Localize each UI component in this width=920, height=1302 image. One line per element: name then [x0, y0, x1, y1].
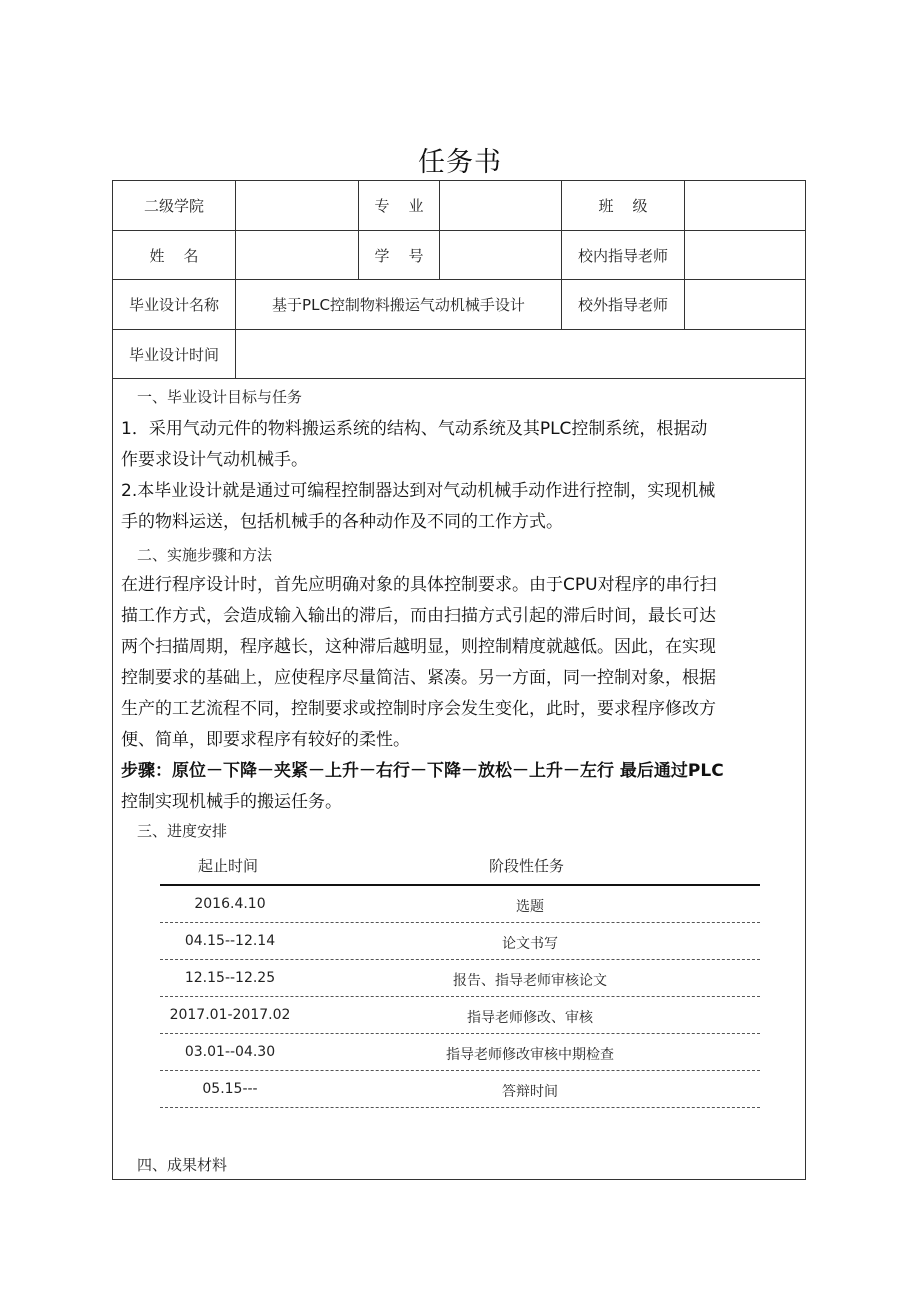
schedule-col-task: 阶段性任务 — [489, 857, 565, 875]
schedule-row-rule — [160, 1107, 760, 1108]
schedule-header-rule — [160, 884, 760, 886]
schedule-row-rule — [160, 1070, 760, 1071]
schedule-task: 论文书写 — [502, 936, 558, 952]
name-label: 姓 名 — [149, 246, 199, 265]
schedule-col-time: 起止时间 — [198, 857, 259, 875]
design-time-label: 毕业设计时间 — [128, 345, 219, 364]
college-field[interactable] — [236, 181, 358, 230]
college-label: 二级学院 — [143, 197, 204, 215]
schedule-time: 04.15--12.14 — [184, 933, 276, 949]
schedule-row-rule — [160, 959, 760, 960]
section1-item2-line2: 手的物料运送，包括机械手的各种动作及不同的工作方式。 — [121, 512, 563, 532]
section1-item2 — [121, 476, 781, 538]
section1-item1 — [121, 414, 781, 476]
outer-advisor-label: 校外指导老师 — [577, 296, 668, 314]
class-label: 班 级 — [598, 197, 648, 215]
schedule-time: 03.01--04.30 — [184, 1044, 276, 1060]
section1-item1-line2: 作要求设计气动机械手。 — [121, 450, 308, 470]
section2-heading: 二、实施步骤和方法 — [137, 546, 273, 564]
design-name-value: 基于PLC控制物料搬运气动机械手设计 — [272, 296, 525, 314]
section1-item1-line1: 1．采用气动元件的物料搬运系统的结构、气动系统及其PLC控制系统，根据动 — [121, 419, 708, 439]
schedule-task: 指导老师修改审核中期检查 — [446, 1047, 614, 1063]
schedule-task: 答辩时间 — [502, 1084, 558, 1100]
section2-line: 便、简单，即要求程序有较好的柔性。 — [121, 730, 410, 750]
student-id-field[interactable] — [440, 231, 561, 279]
schedule-time: 12.15--12.25 — [184, 970, 276, 986]
schedule-time: 05.15--- — [202, 1081, 258, 1097]
schedule-task: 报告、指导老师审核论文 — [453, 973, 607, 989]
schedule-task: 选题 — [516, 899, 544, 915]
schedule-time: 2017.01-2017.02 — [169, 1007, 291, 1023]
inner-advisor-field[interactable] — [685, 231, 805, 279]
section2-line: 两个扫描周期，程序越长，这种滞后越明显，则控制精度就越低。因此，在实现 — [121, 637, 716, 657]
name-field[interactable] — [236, 231, 358, 279]
page-title: 任务书 — [418, 147, 502, 178]
schedule-time: 2016.4.10 — [194, 896, 266, 912]
class-field[interactable] — [685, 181, 805, 230]
steps-line: 步骤：原位－下降－夹紧－上升－右行－下降－放松－上升－左行 最后通过PLC — [121, 761, 724, 781]
section2-line: 生产的工艺流程不同，控制要求或控制时序会发生变化，此时，要求程序修改方 — [121, 699, 716, 719]
section2-line: 描工作方式，会造成输入输出的滞后，而由扫描方式引起的滞后时间，最长可达 — [121, 606, 716, 626]
section2-line: 控制要求的基础上，应使程序尽量简洁、紧凑。另一方面，同一控制对象，根据 — [121, 668, 716, 688]
row-divider — [113, 378, 805, 379]
student-id-label: 学 号 — [374, 246, 424, 265]
design-time-field[interactable] — [236, 330, 805, 378]
section1-heading: 一、毕业设计目标与任务 — [137, 388, 303, 406]
section2-line: 在进行程序设计时，首先应明确对象的具体控制要求。由于CPU对程序的串行扫 — [121, 575, 717, 595]
section1-item2-line1: 2.本毕业设计就是通过可编程控制器达到对气动机械手动作进行控制，实现机械 — [121, 481, 716, 501]
outer-advisor-field[interactable] — [685, 280, 805, 329]
steps-line: 控制实现机械手的搬运任务。 — [121, 792, 342, 812]
major-label: 专 业 — [374, 197, 424, 215]
inner-advisor-label: 校内指导老师 — [577, 246, 668, 265]
schedule-row-rule — [160, 1033, 760, 1034]
section4-heading: 四、成果材料 — [137, 1156, 228, 1174]
section3-heading: 三、进度安排 — [137, 822, 228, 840]
section2-body — [121, 570, 781, 818]
design-name-label: 毕业设计名称 — [128, 296, 219, 314]
schedule-task: 指导老师修改、审核 — [467, 1010, 593, 1026]
schedule-row-rule — [160, 922, 760, 923]
schedule-row-rule — [160, 996, 760, 997]
major-field[interactable] — [440, 181, 561, 230]
